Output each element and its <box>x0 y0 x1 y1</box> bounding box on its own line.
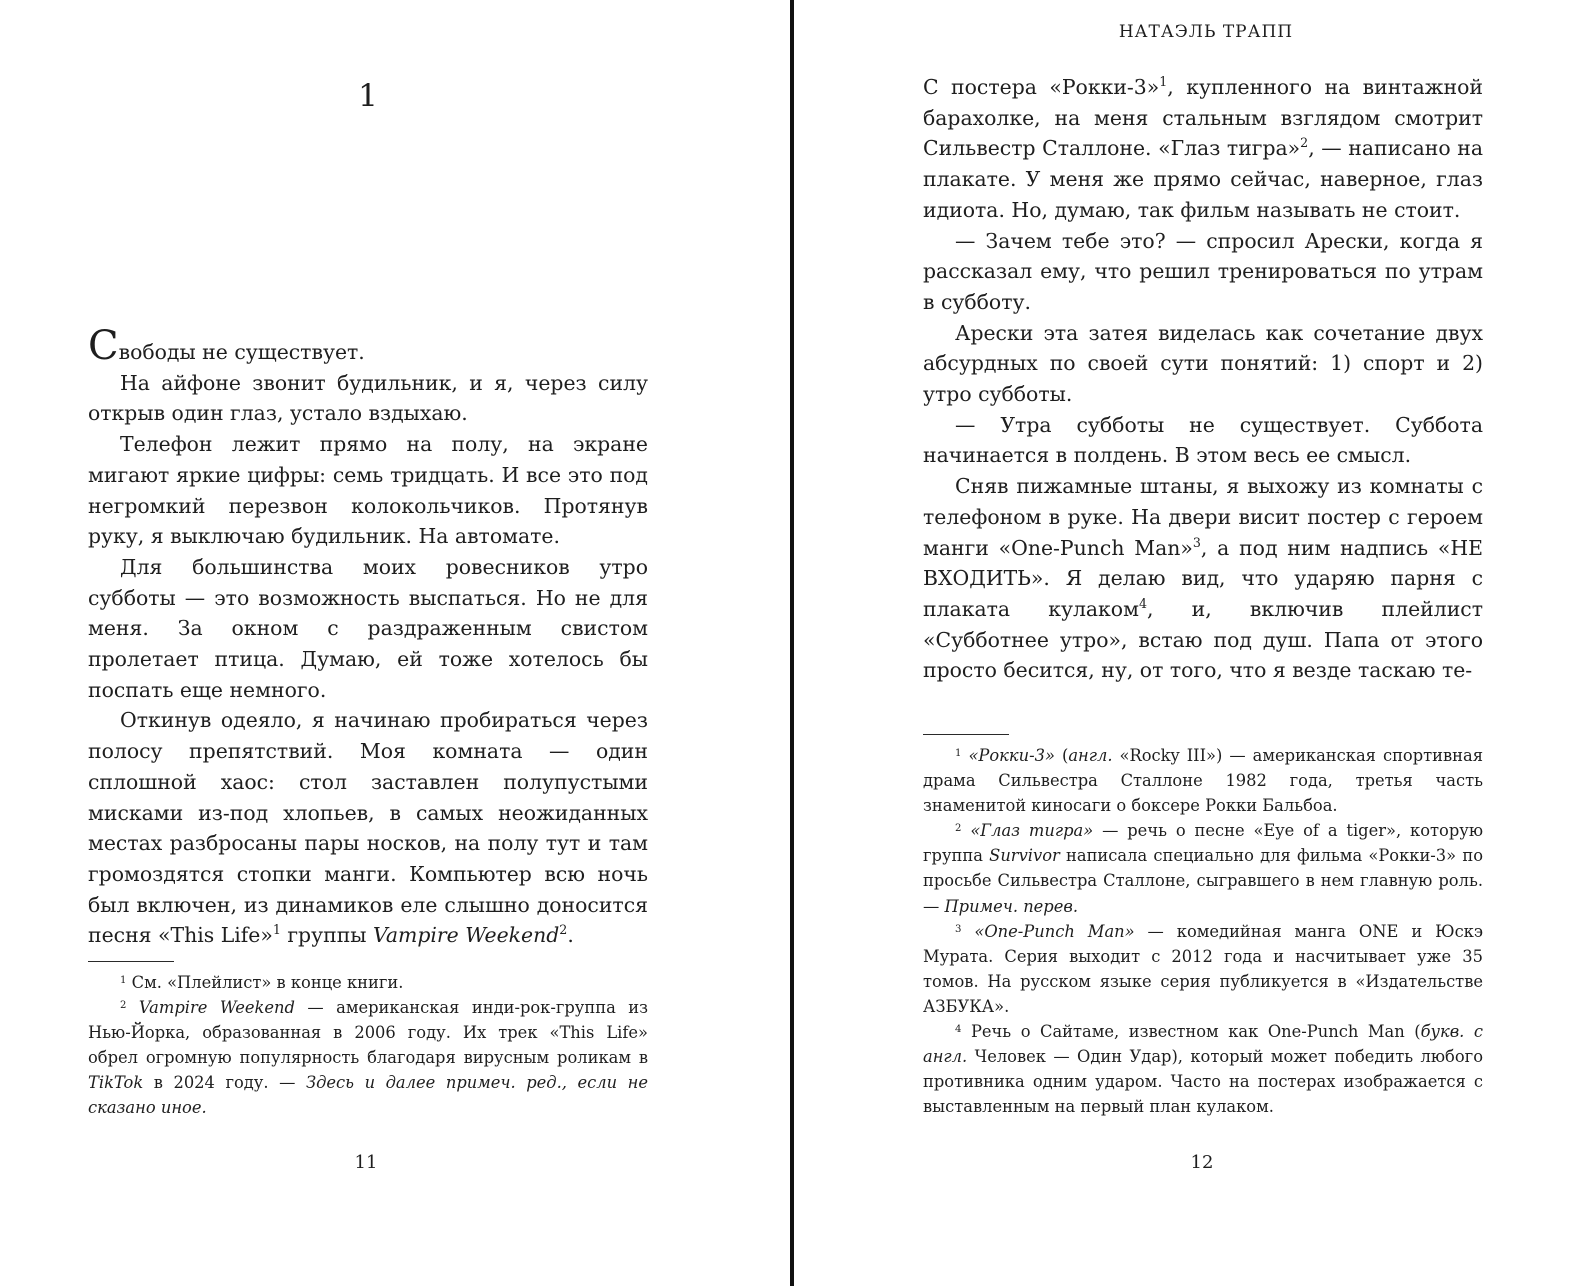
footnote-translator-note: Примеч. перев. <box>944 896 1079 916</box>
right-page <box>796 0 1579 1286</box>
left-body-text <box>88 323 648 951</box>
footnote-marker[interactable]: 1 <box>1159 74 1168 90</box>
footnote-text: ( <box>1054 746 1069 765</box>
footnote <box>923 919 1483 1019</box>
paragraph: — Зачем тебе это? — спросил Арески, когда я рассказал ему, что решил тренироваться по утрам в субботу. <box>923 228 1483 314</box>
book-spine <box>790 0 794 1286</box>
footnote-text: — речь о песне «Eye of a tiger», которую группа <box>923 821 1483 866</box>
footnote-marker[interactable]: 4 <box>1138 596 1147 612</box>
paragraph: Арески эта затея виделась как сочетание двух абсурдных по своей сути понятий: 1) спорт и 2) утро субботы. <box>923 320 1483 407</box>
footnote-rule <box>88 961 174 962</box>
footnote-number: 1 <box>120 974 127 986</box>
footnote-number: 2 <box>955 823 962 835</box>
footnote-term: «Глаз тигра» <box>970 821 1094 841</box>
footnote-marker[interactable]: 2 <box>1300 135 1309 151</box>
footnote-marker[interactable]: 3 <box>1192 534 1201 550</box>
right-body-text <box>923 72 1483 686</box>
footnote <box>923 818 1483 918</box>
footnote-term: Survivor <box>989 846 1060 866</box>
chapter-number: 1 <box>358 78 378 114</box>
footnote-marker[interactable]: 2 <box>559 922 568 938</box>
footnote-text: «Rocky III») — американская спортивная драма Сильвестра Сталлоне 1982 года, третья часть знаменитой киносаги о боксере Рокки Бальбоа. <box>923 746 1483 816</box>
paragraph <box>923 72 1483 226</box>
paragraph-text: Сняв пижамные штаны, я выхожу из комнаты с телефоном в руке. На двери висит постер с героем манги «One-Punch Man» <box>923 474 1483 560</box>
drop-cap: С <box>88 323 119 369</box>
footnote-term: Vampire Weekend <box>138 998 295 1018</box>
footnote-term: TikTok <box>88 1073 144 1093</box>
footnote-term: «One-Punch Man» <box>974 921 1135 941</box>
paragraph-text: С постера «Рокки-3» <box>923 75 1160 99</box>
right-footnotes <box>923 743 1483 1119</box>
footnote-rule <box>923 734 1009 735</box>
paragraph-text: , купленного на винтажной барахолке, на меня стальным взглядом смотрит Сильвестр Сталлоне. «Глаз тигра» <box>923 75 1483 161</box>
footnote-text: Речь о Сайтаме, известном как One-Punch Man ( <box>961 1022 1421 1042</box>
paragraph <box>923 471 1483 686</box>
paragraph-text: , — написано на плакате. У меня же прямо сейчас, наверное, глаз идиота. Но, думаю, так фильм называть не стоит. <box>923 136 1483 222</box>
footnote-term: «Рокки-3» <box>968 746 1055 765</box>
page-number: 12 <box>1190 1152 1214 1173</box>
footnote-term: англ. <box>1068 746 1113 765</box>
paragraph <box>88 705 648 951</box>
paragraph-text: . <box>567 923 574 948</box>
paragraph-text: Откинув одеяло, я начинаю пробираться через полосу препятствий. Моя комната — один сплошной хаос: стол заставлен полупустыми мисками из-под хлопьев, в самых неожиданных местах разбросаны пары носков, на полу тут и там громоздятся стопки манги. Компьютер всю ночь был включен, из динамиков еле слышно доносится песня «This Life» <box>88 708 648 948</box>
footnote <box>88 970 648 995</box>
footnote-text: — комедийная манга ONE и Юскэ Мурата. Серия выходит с 2012 года и насчитывает уже 35 томов. На русском языке серия публикуется в «Издательстве АЗБУКА». <box>923 921 1483 1016</box>
page-number: 11 <box>354 1152 378 1173</box>
footnote-number: 2 <box>120 1000 127 1012</box>
left-footnotes <box>88 970 648 1121</box>
paragraph: Телефон лежит прямо на полу, на экране мигают яркие цифры: семь тридцать. И все это под негромкий перезвон колокольчиков. Протянув руку, я выключаю будильник. На автомате. <box>88 432 648 549</box>
footnote-number: 1 <box>955 747 962 759</box>
footnote <box>88 995 648 1120</box>
footnote-marker[interactable]: 1 <box>272 922 281 938</box>
running-head: НАТАЭЛЬ ТРАПП <box>1118 22 1294 42</box>
footnote <box>923 1019 1483 1119</box>
paragraph: На айфоне звонит будильник, и я, через силу открыв один глаз, устало вздыхаю. <box>88 370 648 426</box>
footnote-term: букв. с англ. <box>923 1022 1483 1067</box>
footnote <box>923 743 1483 818</box>
footnote-text: См. «Плейлист» в конце книги. <box>126 973 404 992</box>
band-name: Vampire Weekend <box>373 923 560 948</box>
paragraph: — Утра субботы не существует. Суббота начинается в полдень. В этом весь ее смысл. <box>923 412 1483 468</box>
paragraph-text: группы <box>280 923 373 948</box>
footnote-number: 4 <box>955 1023 962 1035</box>
footnote-text: написала специально для фильма «Рокки-3» по просьбе Сильвестра Сталлоне, сыгравшего в нем главную роль. — <box>923 846 1483 916</box>
paragraph-text: , и, включив плейлист «Субботнее утро», встаю под душ. Папа от этого просто бесится, ну, от того, что я везде таскаю те- <box>923 596 1483 683</box>
footnote-text: — американская инди-рок-группа из Нью-Йорка, образованная в 2006 году. Их трек «This Life» обрел огромную популярность благодаря вирусным роликам в <box>88 998 648 1068</box>
paragraph-text: вободы не существует. <box>118 340 365 364</box>
paragraph <box>88 323 648 369</box>
footnote-number: 3 <box>955 923 962 935</box>
paragraph: Для большинства моих ровесников утро субботы — это возможность выспаться. Но не для меня. За окном с раздраженным свистом пролетает птица. Думаю, ей тоже хотелось бы поспать еще немного. <box>88 554 648 702</box>
footnote-text: в 2024 году. — <box>143 1073 306 1093</box>
footnote-editor-note: Здесь и далее примеч. ред., если не сказано иное. <box>88 1073 648 1118</box>
footnote-text: Человек — Один Удар), который может победить любого противника одним ударом. Часто на постерах изображается с выставленным на первый план кулаком. <box>923 1047 1483 1117</box>
paragraph-text: , а под ним надпись «НЕ ВХОДИТЬ». Я делаю вид, что ударяю парня с плаката кулаком <box>923 535 1483 621</box>
